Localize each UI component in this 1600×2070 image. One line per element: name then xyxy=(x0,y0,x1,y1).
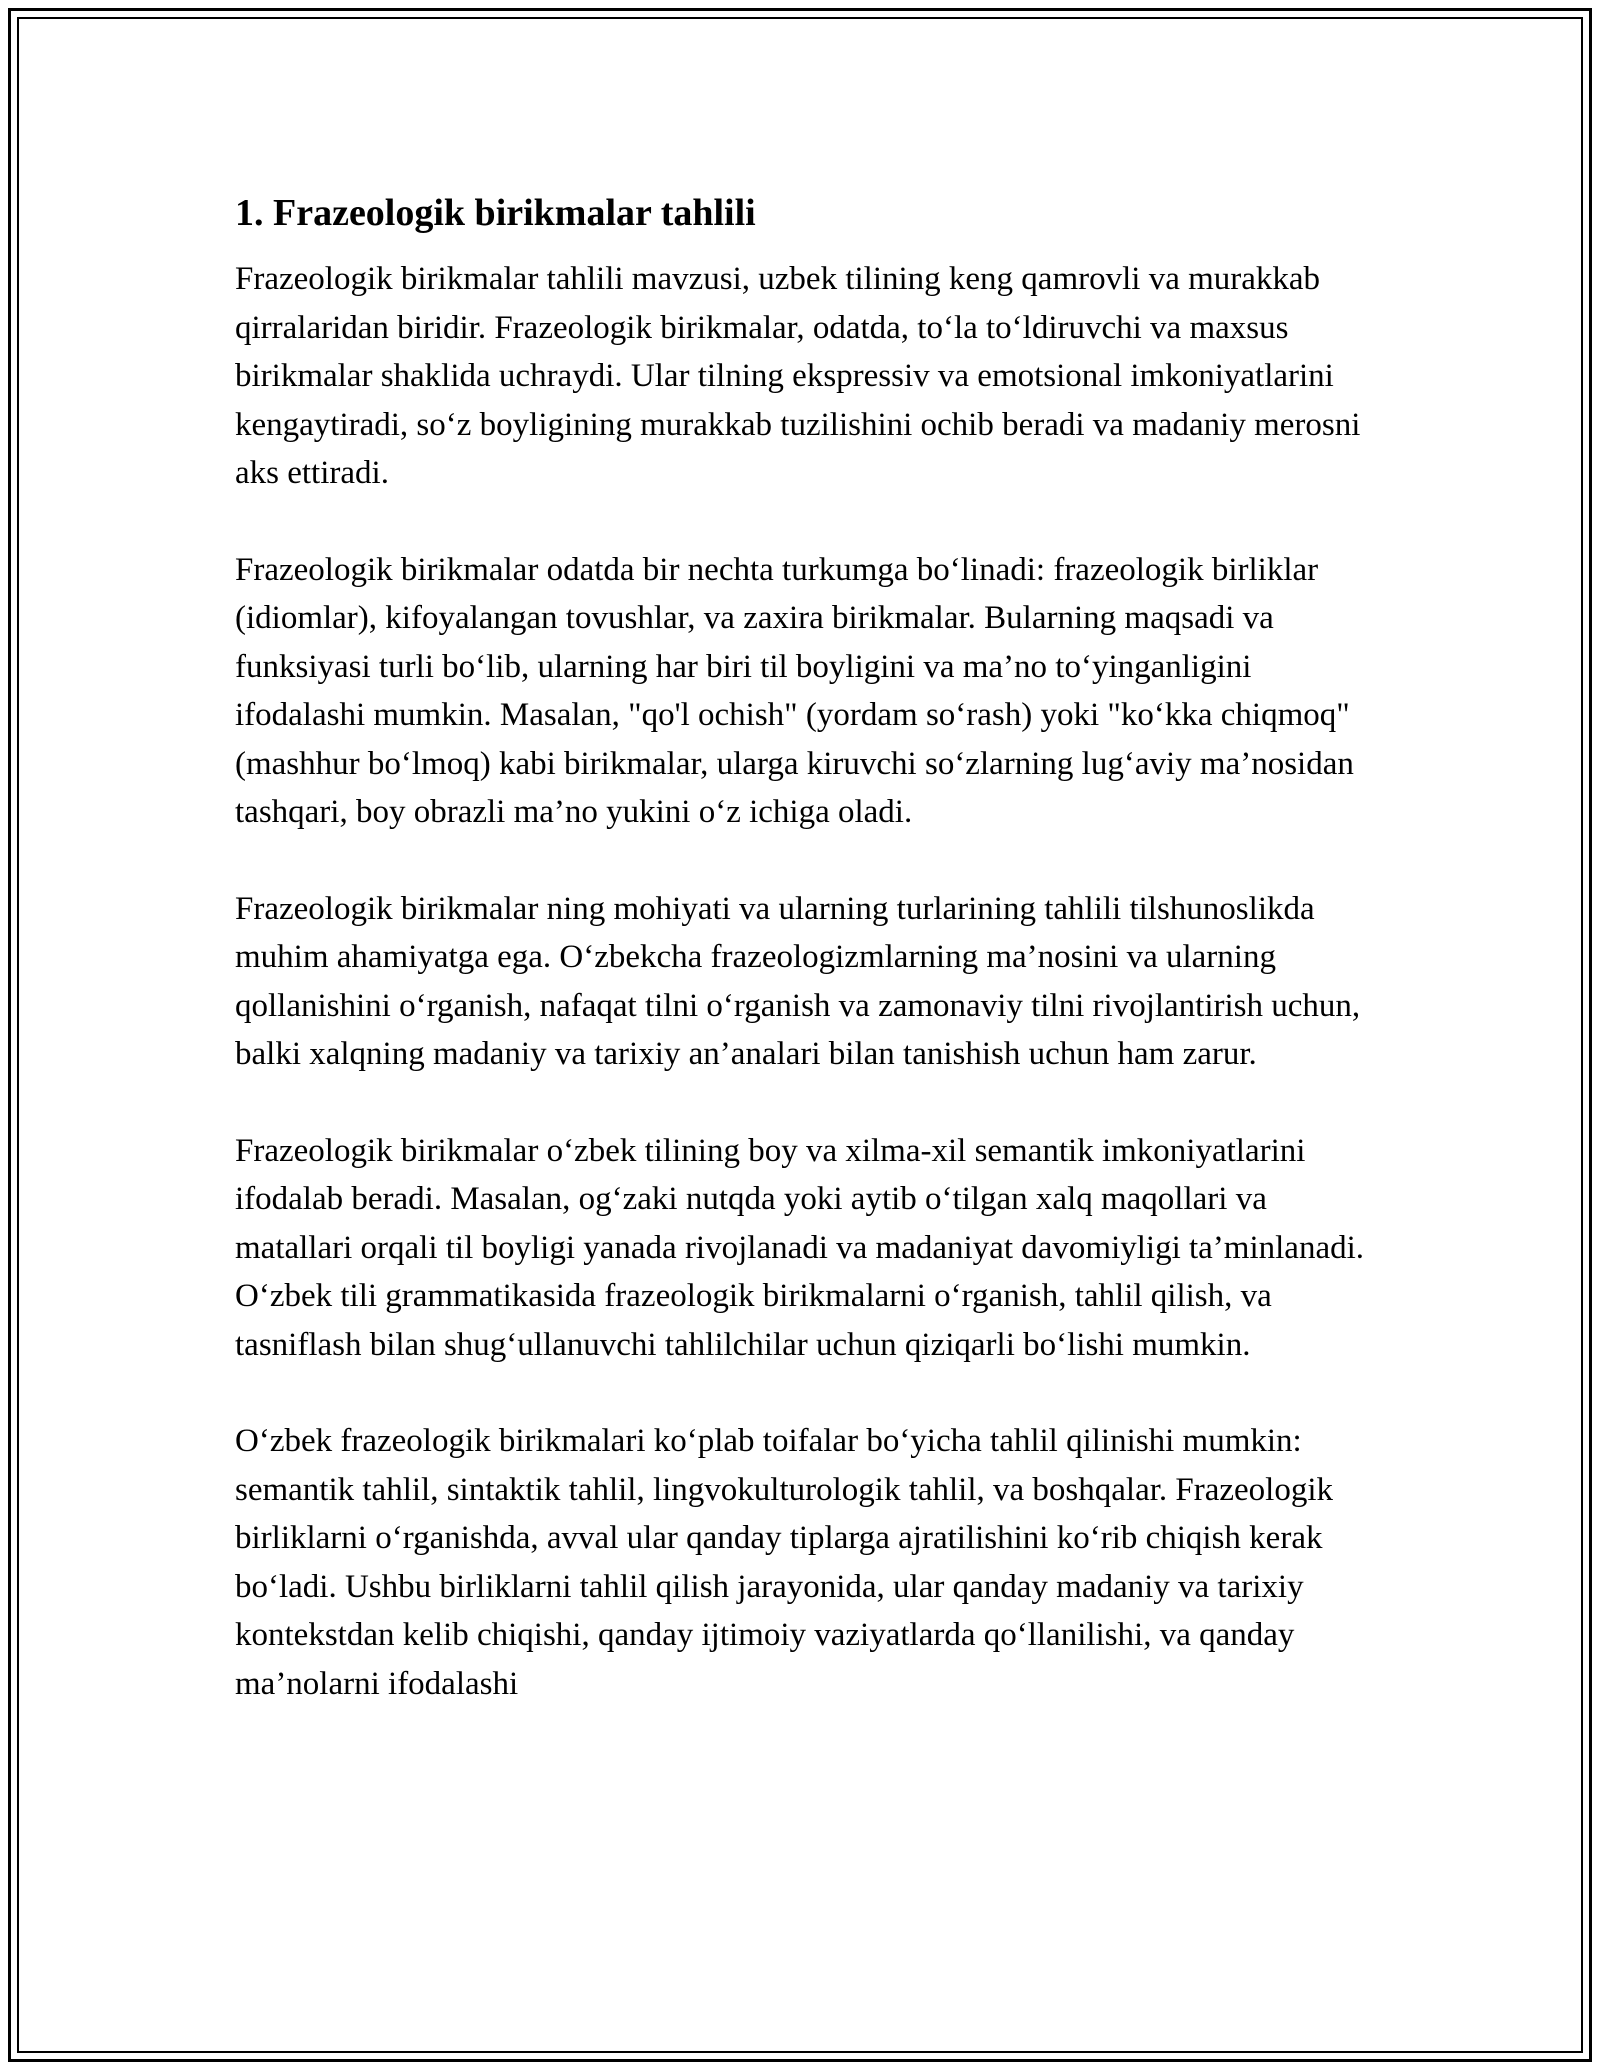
section-heading: 1. Frazeologik birikmalar tahlili xyxy=(235,192,756,234)
paragraph-3: Frazeologik birikmalar ning mohiyati va ularning turlarining tahlili tilshunoslikda muhim ahamiyatga ega. O‘zbekcha frazeologizmlarning ma’nosini va ularning qollanishini o‘rganish, nafaqat tilni o‘rganish va zamonaviy tilni rivojlantirish uchun, balki xalqning madaniy va tarixiy an’analari bilan tanishish uchun ham zarur. xyxy=(235,890,1361,1072)
document-body xyxy=(235,187,1375,1756)
paragraph-5: O‘zbek frazeologik birikmalari ko‘plab toifalar bo‘yicha tahlil qilinishi mumkin: semantik tahlil, sintaktik tahlil, lingvokulturologik tahlil, va boshqalar. Frazeologik birliklarni o‘rganishda, avval ular qanday tiplarga ajratilishini ko‘rib chiqish kerak bo‘ladi. Ushbu birliklarni tahlil qilish jarayonida, ular qanday madaniy va tarixiy kontekstdan kelib chiqishi, qanday ijtimoiy vaziyatlarda qo‘llanilishi, va qanday ma’nolarni ifodalashi xyxy=(235,1423,1334,1702)
paragraph-2: Frazeologik birikmalar odatda bir nechta turkumga bo‘linadi: frazeologik birliklar (idiomlar), kifoyalangan tovushlar, va zaxira birikmalar. Bularning maqsadi va funksiyasi turli bo‘lib, ularning har biri til boyligini va ma’no to‘yinganligini ifodalashi mumkin. Masalan, "qo'l ochish" (yordam so‘rash) yoki "ko‘kka chiqmoq" (mashhur bo‘lmoq) kabi birikmalar, ularga kiruvchi so‘zlarning lug‘aviy ma’nosidan tashqari, boy obrazli ma’no yukini o‘z ichiga oladi. xyxy=(235,551,1354,830)
paragraph-1: Frazeologik birikmalar tahlili mavzusi, uzbek tilining keng qamrovli va murakkab qirralaridan biridir. Frazeologik birikmalar, odatda, to‘la to‘ldiruvchi va maxsus birikmalar shaklida uchraydi. Ular tilning ekspressiv va emotsional imkoniyatlarini kengaytiradi, so‘z boyligining murakkab tuzilishini ochib beradi va madaniy merosni aks ettiradi. xyxy=(235,261,1361,491)
paragraph-4: Frazeologik birikmalar o‘zbek tilining boy va xilma-xil semantik imkoniyatlarini ifodalab beradi. Masalan, og‘zaki nutqda yoki aytib o‘tilgan xalq maqollari va matallari orqali til boyligi yanada rivojlanadi va madaniyat davomiyligi ta’minlanadi. O‘zbek tili grammatikasida frazeologik birikmalarni o‘rganish, tahlil qilish, va tasniflash bilan shug‘ullanuvchi tahlilchilar uchun qiziqarli bo‘lishi mumkin. xyxy=(235,1132,1365,1363)
